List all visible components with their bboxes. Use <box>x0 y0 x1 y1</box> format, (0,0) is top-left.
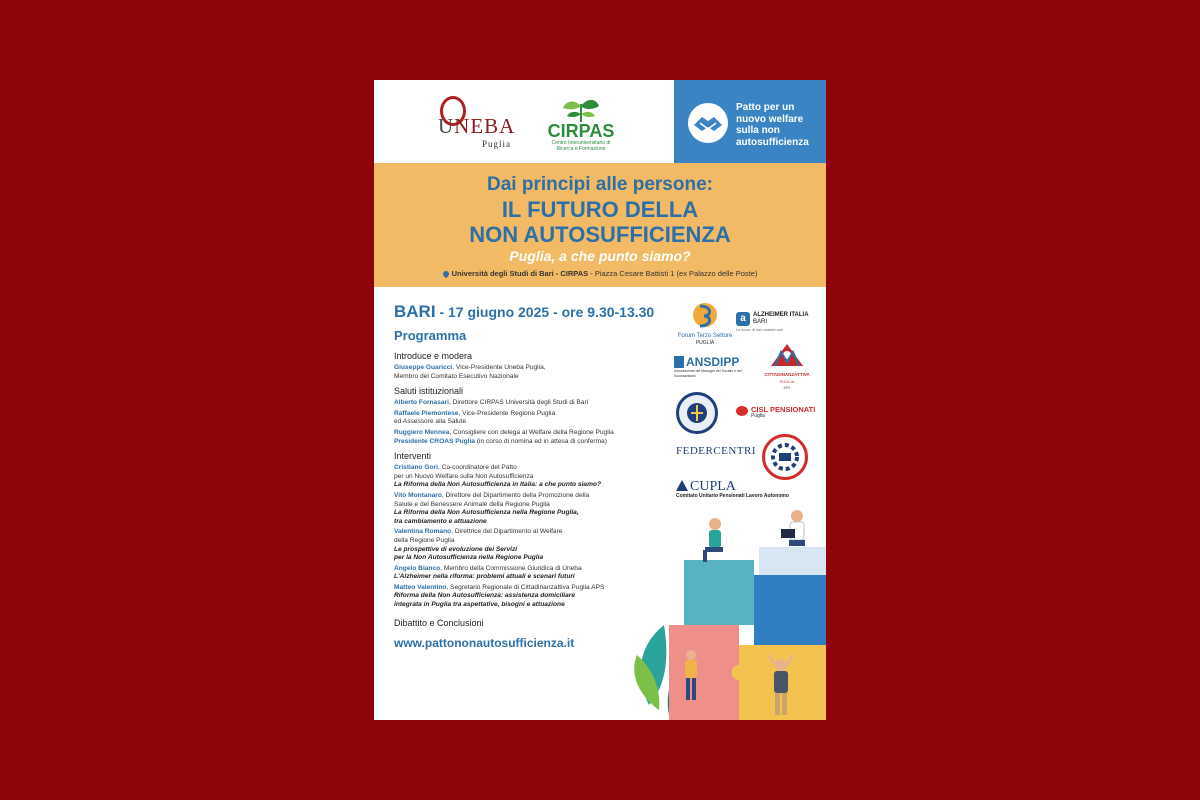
event-date: BARI - 17 giugno 2025 - ore 9.30-13.30 <box>394 302 655 321</box>
patto-text: Patto per un nuovo welfare sulla non autosufficienza <box>736 102 809 148</box>
speaker-entry: Presidente CROAS Puglia (in corso di nomina ed in attesa di conferma) <box>394 437 607 445</box>
speaker-entry: Alberto Fornasari, Direttore CIRPAS Università degli Studi di Bari <box>394 399 589 407</box>
cirpas-leaves-icon <box>559 96 603 122</box>
cupla-triangle-icon <box>676 480 688 491</box>
cittadinanzattiva-figures-icon <box>767 342 807 368</box>
cupla-logo: CUPLA Comitato Unitario Pensionati Lavoro Autonomo <box>676 479 789 499</box>
closing-text: Dibattito e Conclusioni <box>394 617 484 628</box>
talk-title: per la Non Autosufficienza nella Regione Puglia <box>394 554 544 562</box>
section-head-interventi: Interventi <box>394 451 432 462</box>
speaker-entry: Giuseppe Guaricci, Vice-Presidente Uneba Puglia, Membro del Comitato Esecutivo Nazionale <box>394 364 546 380</box>
program-title: Programma <box>394 328 467 343</box>
venue: Università degli Studi di Bari - CIRPAS - Piazza Cesare Battisti 1 (ex Palazzo delle Poste) <box>374 269 826 278</box>
section-head-intro: Introduce e modera <box>394 351 473 361</box>
forum-round-logo <box>762 434 808 480</box>
uneba-sub: Puglia <box>482 139 512 149</box>
alzheimer-logo: a ALZHEIMER ITALIA BARI Le forze di non essere soli <box>736 312 809 332</box>
title-line-2: IL FUTURO DELLA <box>501 197 699 222</box>
subtitle: Puglia, a che punto siamo? <box>509 248 691 264</box>
speaker-entry: Raffaele Piemontese, Vice-Presidente Regione Puglia ed Assessore alla Salute <box>394 409 556 426</box>
ansdipp-mark-icon <box>674 356 684 368</box>
speaker-entry: Valentina Romano, Direttrice del Dipartimento al Welfare della Regione Puglia Le prospettive di evoluzione dei Servizi per la Non Autosufficienza nella Regione Puglia <box>394 528 674 562</box>
talk-title: L'Alzheimer nella riforma: problemi attuali e scenari futuri <box>394 573 575 581</box>
talk-title: Le prospettive di evoluzione dei Servizi <box>394 545 518 553</box>
seal-emblem-icon <box>679 395 715 431</box>
poster-header <box>374 80 826 163</box>
cisl-logo: CISL PENSIONATI Puglia <box>736 406 824 420</box>
alzheimer-a-icon: a <box>736 312 750 326</box>
speaker-entry: Angelo Bianco, Membro della Commissione Giuridica di Uneba L'Alzheimer nella riforma: problemi attuali e scenari futuri <box>394 565 674 582</box>
event-poster <box>374 80 826 720</box>
forum-logo: Forum Terzo Settore PUGLIA <box>676 300 734 347</box>
cirpas-sub: Centro Interuniversitario di Ricerca e Formazione <box>551 140 611 152</box>
speaker-entry: Matteo Valentino, Segretario Regionale di Cittadinanzattiva Puglia APS Riforma della Non Autosufficienza: assistenza domiciliare integrata in Puglia tra aspettative, bisogni e attuazione <box>394 584 674 610</box>
puzzle-people-illustration <box>629 505 826 720</box>
handshake-icon <box>688 103 728 143</box>
forum-swirl-icon <box>690 300 720 330</box>
location-pin-icon <box>441 270 449 278</box>
speaker-entry: Cristiano Gori, Co-coordinatore del Patto per un Nuovo Welfare sulla Non Autosufficienza La Riforma della Non Autosufficienza in Italia: a che punto siamo? <box>394 464 674 490</box>
talk-title: Riforma della Non Autosufficienza: assistenza domiciliare <box>394 592 576 600</box>
federcentri-logo: FEDERCENTRI <box>676 445 757 457</box>
forum-round-emblem-icon <box>765 437 805 477</box>
talk-title: La Riforma della Non Autosufficienza nella Regione Puglia, <box>394 509 579 517</box>
partner-logos <box>674 298 824 508</box>
uneba-logo: UNEBA Puglia <box>434 94 519 156</box>
cisl-mark-icon <box>736 406 748 416</box>
website-link[interactable]: www.pattononautosufficienza.it <box>394 635 575 650</box>
talk-title: La Riforma della Non Autosufficienza in Italia: a che punto siamo? <box>394 481 601 489</box>
title-line-3: NON AUTOSUFFICIENZA <box>469 222 731 247</box>
section-head-saluti: Saluti istituzionali <box>394 386 464 397</box>
cirpas-word: CIRPAS <box>547 121 615 141</box>
patto-box <box>674 80 826 163</box>
ansdipp-logo: ANSDIPP Associazione dei Manager del Sociale e del Sociosanitario <box>674 355 742 378</box>
title-line-1: Dai principi alle persone: <box>487 174 713 195</box>
speaker-entry: Ruggiero Mennea, Consigliere con delega al Welfare della Regione Puglia <box>394 428 614 436</box>
seal-logo <box>676 392 718 434</box>
talk-title: integrata in Puglia tra aspettative, bisogni e attuazione <box>394 601 565 609</box>
talk-title: tra cambiamento e attuazione <box>394 517 487 525</box>
cirpas-logo <box>546 96 616 160</box>
cittadinanzattiva-logo: CITTADINANZATTIVA PUGLIA APS <box>760 342 814 392</box>
title-band <box>374 163 826 287</box>
speaker-entry: Vito Montanaro, Direttore del Dipartimento della Promozione della Salute e del Benessere Animale della Regione Puglia La Riforma della Non Autosufficienza nella Regione Puglia, tra cambiamento e attuazione <box>394 492 674 526</box>
